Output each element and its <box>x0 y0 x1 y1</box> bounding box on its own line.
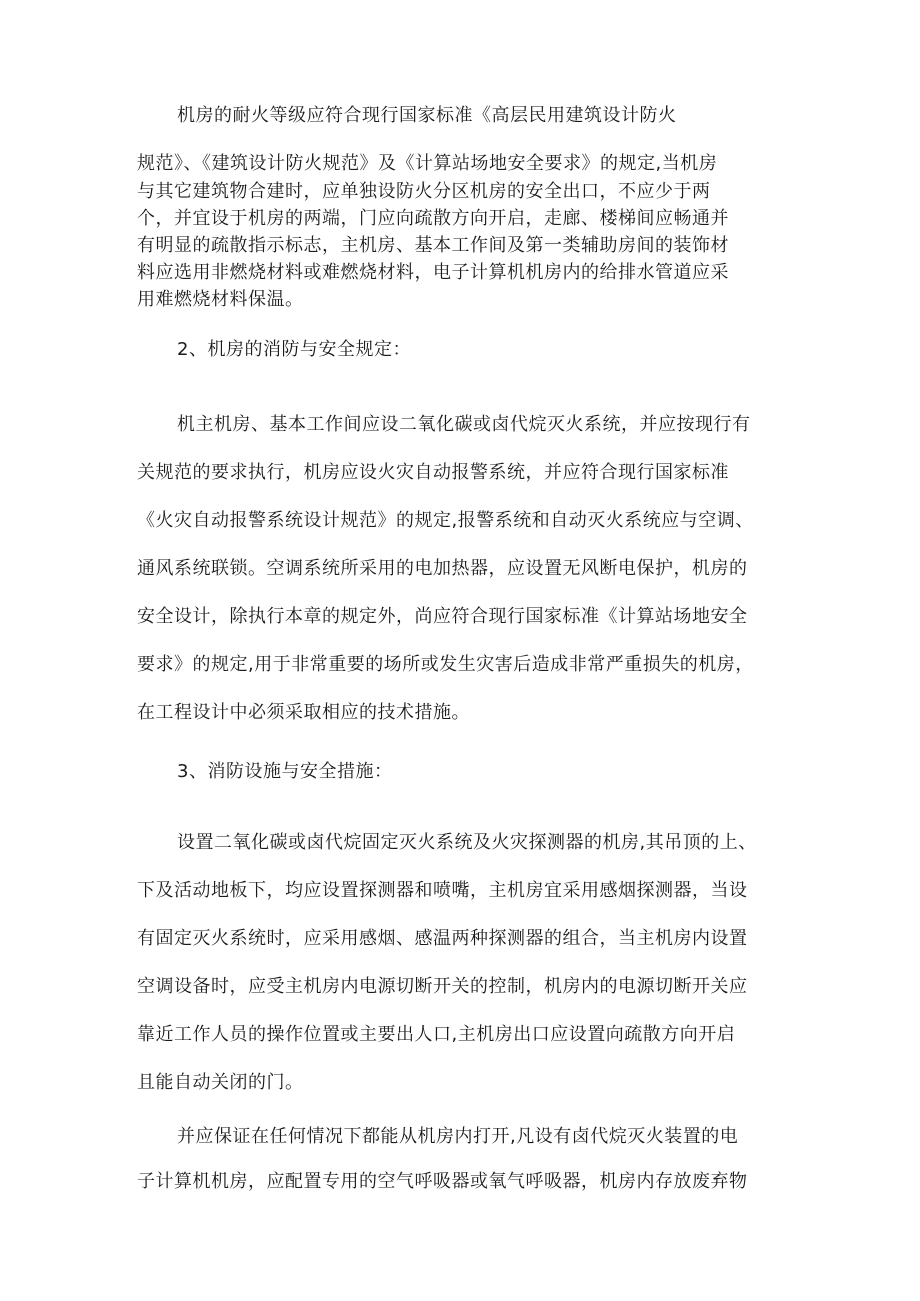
para1-line-1: 机房的耐火等级应符合现行国家标准《高层民用建筑设计防火 <box>177 105 677 126</box>
para1-line-6: 料应选用非燃烧材料或难燃烧材料，电子计算机机房内的给排水管道应采 <box>137 262 729 283</box>
para3-line-2: 下及活动地板下，均应设置探测器和喷嘴，主机房宜采用感烟探测器，当设 <box>137 880 748 901</box>
para1-line-5: 有明显的疏散指示标志，主机房、基本工作间及第一类辅助房间的装饰材 <box>137 235 729 256</box>
para3-line-5: 靠近工作人员的操作位置或主要出人口,主机房出口应设置向疏散方向开启 <box>137 1024 736 1045</box>
para3-line-3: 有固定灭火系统时，应采用感烟、感温两种探测器的组合，当主机房内设置 <box>137 928 748 949</box>
para2-line-6: 要求》的规定,用于非常重要的场所或发生灾害后造成非常严重损失的机房， <box>137 654 754 675</box>
para2-line-7: 在工程设计中必须采取相应的技术措施。 <box>137 702 470 723</box>
para4-line-1: 并应保证在任何情况下都能从机房内打开,凡设有卤代烷灭火装置的电 <box>177 1126 739 1147</box>
para2-line-4: 通风系统联锁。空调系统所采用的电加热器，应设置无风断电保护，机房的 <box>137 558 748 579</box>
para3-line-6: 且能自动关闭的门。 <box>137 1072 304 1093</box>
para1-line-2: 规范》、《建筑设计防火规范》及《计算站场地安全要求》的规定,当机房 <box>137 153 718 174</box>
section-heading-2: 2、机房的消防与安全规定： <box>177 339 411 360</box>
para3-line-1: 设置二氧化碳或卤代烷固定灭火系统及火灾探测器的机房,其吊顶的上、 <box>177 832 757 853</box>
para4-line-2: 子计算机机房，应配置专用的空气呼吸器或氧气呼吸器，机房内存放废弃物 <box>137 1171 748 1192</box>
para3-line-4: 空调设备时，应受主机房内电源切断开关的控制，机房内的电源切断开关应 <box>137 976 748 997</box>
para2-line-2: 关规范的要求执行，机房应设火灾自动报警系统，并应符合现行国家标准 <box>137 462 729 483</box>
para1-line-7: 用难燃烧材料保温。 <box>137 289 304 310</box>
para2-line-5: 安全设计，除执行本章的规定外，尚应符合现行国家标准《计算站场地安全 <box>137 606 748 627</box>
para2-line-1: 机主机房、基本工作间应设二氧化碳或卤代烷灭火系统，并应按现行有 <box>177 414 751 435</box>
para1-line-4: 个，并宜设于机房的两端，门应向疏散方向开启，走廊、楼梯间应畅通并 <box>137 208 729 229</box>
para1-line-3: 与其它建筑物合建时，应单独设防火分区机房的安全出口，不应少于两 <box>137 181 711 202</box>
para2-line-3: 《火灾自动报警系统设计规范》的规定,报警系统和自动灭火系统应与空调、 <box>137 510 754 531</box>
section-heading-3: 3、消防设施与安全措施： <box>177 761 393 782</box>
